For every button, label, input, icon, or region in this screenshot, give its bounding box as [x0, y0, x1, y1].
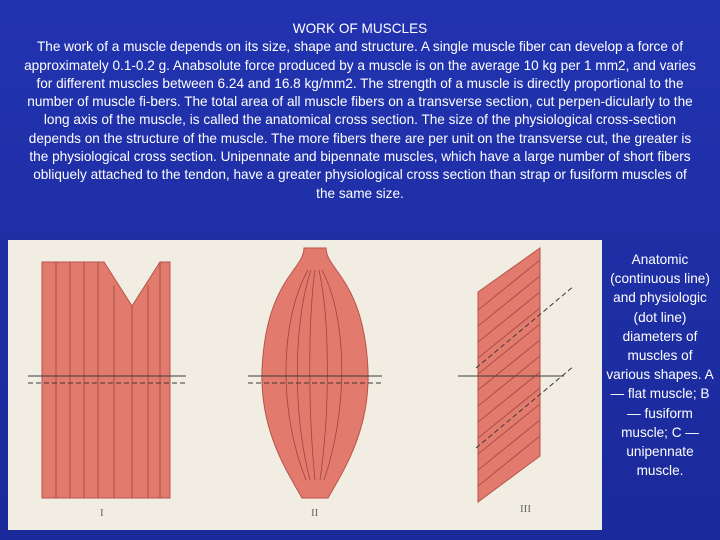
muscle-flat — [28, 262, 186, 519]
slide-paragraph: The work of a muscle depends on its size, shape and structure. A single muscle fiber can develop a force of approximately 0.1-0.2 g. Anabsolute force produced by a muscle is on the average 10 kg per 1 mm2, and varies for different muscles between 6.24 and 16.8 kg/mm2. The strength of a muscle is directly proportional to the number of muscle fi-bers. The total area of all muscle fibers on a transverse section, cut perpen-dicularly to the long axis of the muscle, is called the anatomical cross section. The size of the physiological cross-section depends on the structure of the muscle. The more fibers there are per unit on the transverse cut, the greater is the physiological cross section. Unipennate and bipennate muscles, which have a large number of short fibers obliquely attached to the tendon, have a greater physiological cross section than strap or fusiform muscles of the same size. — [24, 39, 696, 201]
muscle-diagram-svg — [8, 240, 602, 530]
muscle-fusiform — [248, 248, 382, 519]
label-iii: III — [520, 503, 531, 515]
label-i: I — [100, 507, 104, 519]
figure-caption: Anatomic (continuous line) and physiologic (dot line) diameters of muscles of various shapes. A — flat muscle; B — fusiform muscle; C — unipennate muscle. — [606, 252, 714, 479]
slide-text — [22, 20, 698, 203]
muscle-unipennate — [458, 248, 574, 515]
slide-title: WORK OF MUSCLES — [292, 21, 428, 36]
muscle-diagram — [8, 240, 602, 530]
label-ii: II — [311, 507, 319, 519]
